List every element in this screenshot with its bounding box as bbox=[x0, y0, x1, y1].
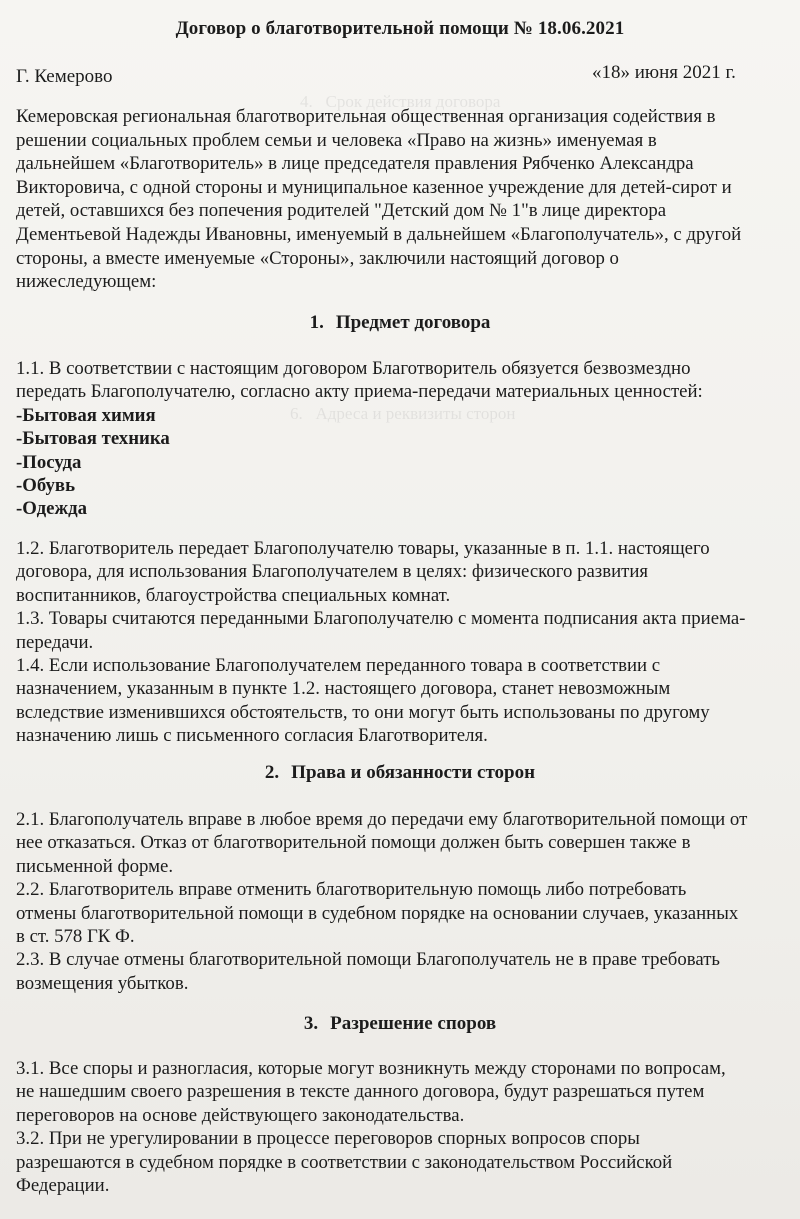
list-item: -Бытовая химия bbox=[16, 404, 156, 426]
section-title: Разрешение споров bbox=[330, 1013, 497, 1034]
preamble-line: Викторовича, с одной стороны и муниципальное казенное учреждение для детей-сирот и bbox=[16, 176, 732, 198]
section-number: 3. bbox=[303, 1013, 319, 1034]
clause-line: 2.1. Благополучатель вправе в любое время до передачи ему благотворительной помощи от bbox=[16, 809, 748, 830]
section-3-clauses bbox=[16, 1057, 796, 1197]
section-1-heading bbox=[0, 312, 800, 334]
clause-line: 1.2. Благотворитель передает Благополучателю товары, указанные в п. 1.1. настоящего bbox=[16, 538, 710, 559]
clause-line: переговоров на основе действующего законодательства. bbox=[16, 1104, 465, 1126]
clause-line: 3.1. Все споры и разногласия, которые могут возникнуть между сторонами по вопросам, bbox=[16, 1058, 726, 1079]
list-item: -Посуда bbox=[16, 451, 82, 473]
preamble bbox=[16, 105, 791, 294]
clause-line: воспитанников, благоустройства специальных комнат. bbox=[16, 584, 451, 606]
clause-line: договора, для использования Благополучателем в целях: физического развития bbox=[16, 561, 649, 583]
clause-line: разрешаются в судебном порядке в соответствии с законодательством Российской bbox=[16, 1151, 673, 1173]
clause-line: Федерации. bbox=[16, 1175, 110, 1197]
clause-line: 3.2. При не урегулировании в процессе переговоров спорных вопросов споры bbox=[16, 1128, 640, 1150]
preamble-line: дальнейшем «Благотворитель» в лице председателя правления Рябченко Александра bbox=[16, 153, 694, 175]
city: Г. Кемерово bbox=[16, 66, 113, 87]
clause-line: передать Благополучателю, согласно акту приема-передачи материальных ценностей: bbox=[16, 381, 703, 403]
clause-line: передачи. bbox=[16, 631, 94, 653]
section-title: Предмет договора bbox=[335, 312, 491, 333]
section-number: 1. bbox=[309, 312, 324, 333]
bleed-through-text: 4. Срок действия договора bbox=[300, 92, 501, 111]
list-item: -Обувь bbox=[16, 475, 76, 497]
preamble-line: нижеследующем: bbox=[16, 271, 157, 293]
preamble-line: Кемеровская региональная благотворительная общественная организация содействия в bbox=[16, 106, 716, 127]
section-3-heading bbox=[0, 1013, 800, 1035]
section-number: 2. bbox=[264, 762, 280, 783]
clause-line: 1.1. В соответствии с настоящим договором Благотворитель обязуется безвозмездно bbox=[16, 358, 691, 379]
section-title: Права и обязанности сторон bbox=[291, 762, 536, 783]
bleed-through-text: 6. Адреса и реквизиты сторон bbox=[290, 404, 516, 423]
clause-line: вследствие изменившихся обстоятельств, то они могут быть использованы по другому bbox=[16, 701, 710, 723]
clause-line: нее отказаться. Отказ от благотворительной помощи должен быть совершен также в bbox=[16, 832, 691, 854]
preamble-line: стороны, а вместе именуемые «Стороны», заключили настоящий договор о bbox=[16, 247, 619, 269]
list-item: -Одежда bbox=[16, 498, 87, 520]
clause-line: назначением, указанным в пункте 1.2. настоящего договора, станет невозможным bbox=[16, 678, 671, 700]
list-item: -Бытовая техника bbox=[16, 428, 170, 450]
contract-date: «18» июня 2021 г. bbox=[592, 62, 736, 83]
clause-line: 1.4. Если использование Благополучателем переданного товара в соответствии с bbox=[16, 655, 661, 677]
clause-line: в ст. 578 ГК Ф. bbox=[16, 926, 135, 948]
preamble-line: детей, оставшихся без попечения родителей "Детский дом № 1"в лице директора bbox=[16, 200, 667, 222]
clause-line: 2.3. В случае отмены благотворительной помощи Благополучатель не в праве требовать bbox=[16, 949, 720, 971]
section-1-clause-1-1 bbox=[16, 357, 796, 521]
section-2-clauses bbox=[16, 808, 796, 995]
clause-line: отмены благотворительной помощи в судебном порядке на основании случаев, указанных bbox=[16, 902, 739, 924]
clause-line: назначению лишь с письменного согласия Благотворителя. bbox=[16, 725, 488, 747]
clause-line: не нашедшим своего разрешения в тексте данного договора, будут разрешаться путем bbox=[16, 1081, 705, 1103]
document-title: Договор о благотворительной помощи № 18.06.2021 bbox=[175, 18, 625, 39]
preamble-line: решении социальных проблем семьи и человека «Право на жизнь» именуемая в bbox=[16, 129, 657, 151]
clause-line: возмещения убытков. bbox=[16, 972, 189, 994]
preamble-line: Дементьевой Надежды Ивановны, именуемый в дальнейшем «Благополучатель», с другой bbox=[16, 223, 742, 245]
section-2-heading bbox=[0, 762, 800, 784]
clause-line: 2.2. Благотворитель вправе отменить благотворительную помощь либо потребовать bbox=[16, 879, 687, 901]
section-1-clauses bbox=[16, 537, 796, 748]
clause-line: письменной форме. bbox=[16, 855, 174, 877]
clause-line: 1.3. Товары считаются переданными Благополучателю с момента подписания акта приема- bbox=[16, 608, 746, 630]
